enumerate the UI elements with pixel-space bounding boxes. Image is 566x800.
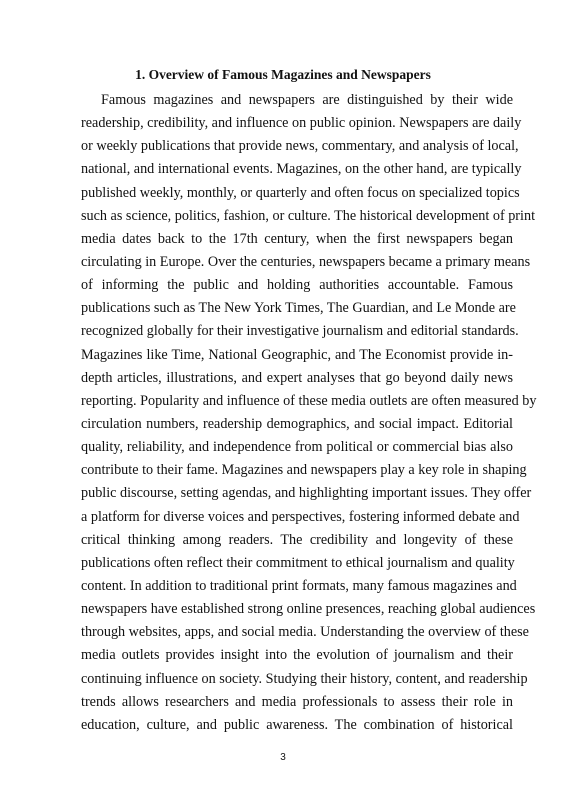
body-line: education, culture, and public awareness. The combination of historical	[81, 716, 513, 733]
body-line: circulation numbers, readership demographics, and social impact. Editorial	[81, 415, 513, 432]
body-line: media outlets provides insight into the evolution of journalism and their	[81, 647, 513, 664]
body-line: national, and international events. Magazines, on the other hand, are typically	[81, 161, 522, 178]
body-line: depth articles, illustrations, and expert analyses that go beyond daily news	[81, 369, 513, 386]
section-heading: 1. Overview of Famous Magazines and Newspapers	[135, 67, 431, 82]
body-line: published weekly, monthly, or quarterly and often focus on specialized topics	[81, 184, 520, 201]
body-line: continuing influence on society. Studying their history, content, and readership	[81, 670, 528, 687]
body-line: of informing the public and holding authorities accountable. Famous	[81, 277, 513, 294]
body-line: or weekly publications that provide news, commentary, and analysis of local,	[81, 138, 519, 155]
body-line: media dates back to the 17th century, when the first newspapers began	[81, 230, 513, 247]
body-line: a platform for diverse voices and perspectives, fostering informed debate and	[81, 508, 520, 525]
body-line: Famous magazines and newspapers are distinguished by their wide	[101, 92, 513, 108]
page-number: 3	[280, 752, 286, 763]
body-line: trends allows researchers and media professionals to assess their role in	[81, 693, 513, 710]
body-paragraph	[81, 89, 537, 737]
body-line: publications such as The New York Times, The Guardian, and Le Monde are	[81, 300, 516, 317]
body-line: quality, reliability, and independence from political or commercial bias also	[81, 439, 513, 456]
body-line: readership, credibility, and influence on public opinion. Newspapers are daily	[81, 115, 522, 132]
body-line: recognized globally for their investigative journalism and editorial standards.	[81, 323, 519, 340]
body-line: circulating in Europe. Over the centuries, newspapers became a primary means	[81, 253, 531, 270]
body-line: such as science, politics, fashion, or culture. The historical development of print	[81, 207, 536, 224]
body-line: contribute to their fame. Magazines and newspapers play a key role in shaping	[81, 462, 527, 479]
body-line: critical thinking among readers. The credibility and longevity of these	[81, 531, 513, 548]
body-line: Magazines like Time, National Geographic, and The Economist provide in-	[81, 346, 513, 363]
body-line: through websites, apps, and social media. Understanding the overview of these	[81, 624, 529, 641]
body-line: reporting. Popularity and influence of these media outlets are often measured by	[81, 392, 537, 409]
body-line: publications often reflect their commitment to ethical journalism and quality	[81, 554, 515, 571]
body-line: content. In addition to traditional print formats, many famous magazines and	[81, 577, 517, 594]
body-line: newspapers have established strong online presences, reaching global audiences	[81, 601, 536, 618]
body-line: public discourse, setting agendas, and highlighting important issues. They offer	[81, 485, 532, 502]
